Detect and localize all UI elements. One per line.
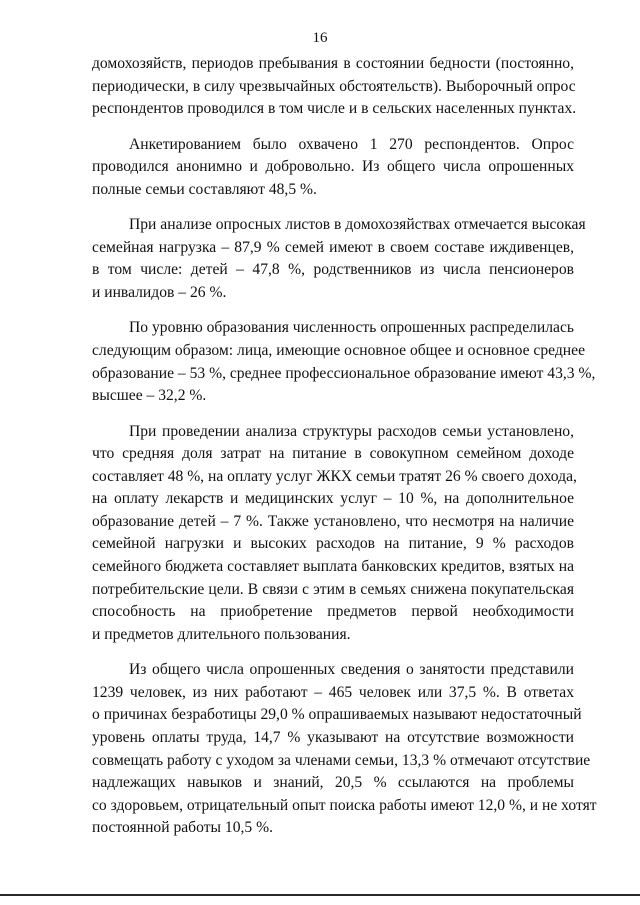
text-line: на оплату лекарств и медицинских услуг – 10 %, на дополнительное <box>92 490 574 508</box>
text-line: респондентов проводился в том числе и в сельских населенных пунктах. <box>92 100 577 118</box>
text-line: периодически, в силу чрезвычайных обстоятельств). Выборочный опрос <box>92 77 576 95</box>
text-line: При проведении анализа структуры расходов семьи установлено, <box>129 422 574 440</box>
text-line: семейного бюджета составляет выплата банковских кредитов, взятых на <box>92 558 574 576</box>
text-line: составляет 48 %, на оплату услуг ЖКХ семьи тратят 26 % своего дохода, <box>92 467 577 485</box>
text-line: потребительские цели. В связи с этим в семьях снижена покупательская <box>92 580 574 598</box>
text-line: полные семьи составляют 48,5 %. <box>92 180 317 198</box>
paragraph <box>92 317 596 407</box>
text-line: надлежащих навыков и знаний, 20,5 % ссылаются на проблемы <box>92 774 574 792</box>
text-line: и инвалидов – 26 %. <box>92 283 227 301</box>
paragraph <box>92 134 574 202</box>
paragraph <box>92 53 577 121</box>
text-line: домохозяйств, периодов пребывания в состоянии бедности (постоянно, <box>92 55 574 72</box>
scan-bottom-edge <box>0 894 640 896</box>
text-line: образование детей – 7 %. Также установлено, что несмотря на наличие <box>92 512 574 530</box>
text-line: образование – 53 %, среднее профессиональное образование имеют 43,3 %, <box>92 364 596 382</box>
text-line: По уровню образования численность опрошенных распределилась <box>129 319 574 337</box>
text-line: в том числе: детей – 47,8 %, родственников из числа пенсионеров <box>92 261 574 279</box>
text-line: совмещать работу с уходом за членами семьи, 13,3 % отмечают отсутствие <box>92 751 591 769</box>
text-line: высшее – 32,2 %. <box>92 387 207 405</box>
text-line: постоянной работы 10,5 %. <box>92 819 273 837</box>
text-line: Анкетированием было охвачено 1 270 респондентов. Опрос <box>129 135 574 153</box>
text-line: и предметов длительного пользования. <box>92 625 351 643</box>
text-line: что средняя доля затрат на питание в совокупном семейном доходе <box>92 445 574 463</box>
paragraph <box>92 659 597 840</box>
text-line: 1239 человек, из них работают – 465 человек или 37,5 %. В ответах <box>92 683 574 701</box>
text-line: уровень оплаты труда, 14,7 % указывают на отсутствие возможности <box>92 729 574 747</box>
text-line: со здоровьем, отрицательный опыт поиска работы имеют 12,0 %, и не хотят <box>92 796 597 814</box>
text-line: о причинах безработицы 29,0 % опрашиваемых называют недостаточный <box>92 706 582 724</box>
page-number: 16 <box>312 30 328 46</box>
text-line: При анализе опросных листов в домохозяйствах отмечается высокая <box>129 216 586 234</box>
paragraph <box>92 214 586 304</box>
text-line: семейная нагрузка – 87,9 % семей имеют в своем составе иждивенцев, <box>92 238 574 256</box>
document-body <box>92 53 597 853</box>
text-line: Из общего числа опрошенных сведения о занятости представили <box>129 661 574 679</box>
text-line: семейной нагрузки и высоких расходов на питание, 9 % расходов <box>92 535 574 553</box>
text-line: способность на приобретение предметов первой необходимости <box>92 603 574 621</box>
text-line: проводился анонимно и добровольно. Из общего числа опрошенных <box>92 158 574 176</box>
paragraph <box>92 421 577 647</box>
text-line: следующим образом: лица, имеющие основное общее и основное среднее <box>92 341 585 359</box>
